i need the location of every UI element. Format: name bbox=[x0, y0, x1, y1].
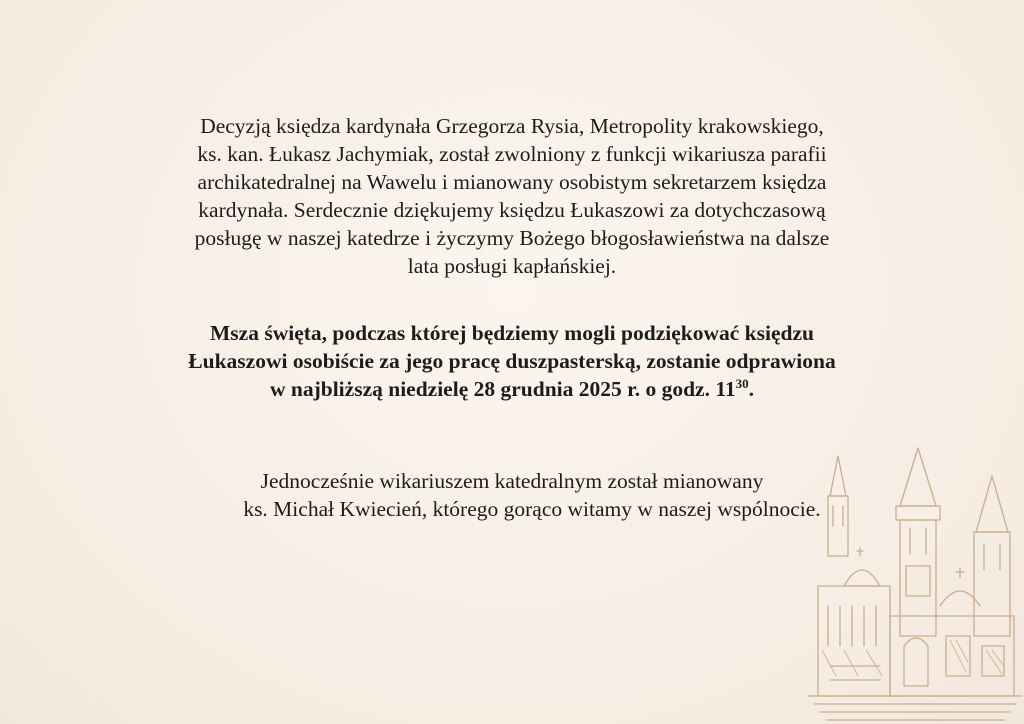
text-line: posługę w naszej katedrze i życzymy Bożego błogosławieństwa na dalsze bbox=[194, 226, 830, 250]
text-line: Łukaszowi osobiście za jego pracę duszpasterską, zostanie odprawiona bbox=[188, 349, 836, 373]
time-minutes-superscript: 30 bbox=[735, 375, 749, 391]
text-line-date bbox=[0, 375, 1024, 403]
text-line: Msza święta, podczas której będziemy mogli podziękować księdzu bbox=[210, 321, 814, 345]
text-line: archikatedralnej na Wawelu i mianowany osobistym sekretarzem księdza bbox=[197, 170, 827, 194]
paragraph-mass-info bbox=[0, 319, 1024, 403]
wawel-cathedral-sketch-icon bbox=[800, 436, 1024, 724]
text-line: Jednocześnie wikariuszem katedralnym został mianowany bbox=[260, 469, 764, 493]
text-line: kardynała. Serdecznie dziękujemy księdzu Łukaszowi za dotychczasową bbox=[198, 198, 826, 222]
date-period: . bbox=[748, 377, 755, 401]
text-line: ks. Michał Kwiecień, którego gorąco witamy w naszej wspólnocie. bbox=[243, 497, 821, 521]
text-line: Decyzją księdza kardynała Grzegorza Rysia, Metropolity krakowskiego, bbox=[200, 114, 824, 138]
date-text: w najbliższą niedzielę 28 grudnia 2025 r. o godz. 11 bbox=[269, 377, 736, 401]
text-line: lata posługi kapłańskiej. bbox=[407, 254, 617, 278]
paragraph-dismissal bbox=[0, 112, 1024, 280]
text-line: ks. kan. Łukasz Jachymiak, został zwolniony z funkcji wikariusza parafii bbox=[197, 142, 827, 166]
